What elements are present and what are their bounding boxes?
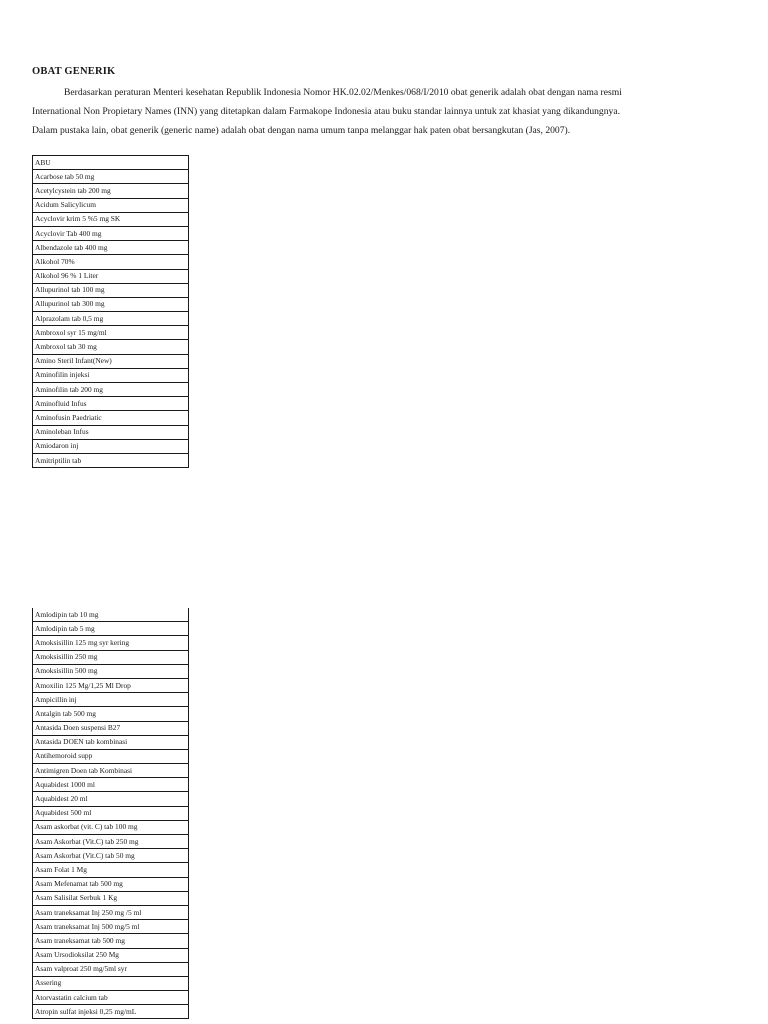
table-row xyxy=(33,792,189,806)
drug-name-cell: Amiodaron inj xyxy=(33,439,189,453)
paragraph-line: Berdasarkan peraturan Menteri kesehatan Republik Indonesia Nomor HK.02.02/Menkes/068/I/2010 obat generik adalah obat dengan nama resmi xyxy=(64,87,622,98)
drug-name-cell: Asam valproat 250 mg/5ml syr xyxy=(33,962,189,976)
table-row xyxy=(33,439,189,453)
drug-name-cell: Amitriptilin tab xyxy=(33,453,189,467)
drug-name-cell: Aminofilin injeksi xyxy=(33,368,189,382)
table-row xyxy=(33,198,189,212)
table-row xyxy=(33,976,189,990)
drug-name-cell: Acyclovir Tab 400 mg xyxy=(33,226,189,240)
document-heading: OBAT GENERIK xyxy=(32,66,116,77)
table-row xyxy=(33,226,189,240)
table-row xyxy=(33,354,189,368)
table-row xyxy=(33,891,189,905)
drug-name-cell: Amoksisillin 500 mg xyxy=(33,664,189,678)
drug-name-cell: Atropin sulfat injeksi 0,25 mg/mL xyxy=(33,1005,189,1019)
table-row xyxy=(33,425,189,439)
table-row xyxy=(33,312,189,326)
drug-name-cell: Amlodipin tab 10 mg xyxy=(33,608,189,622)
table-row xyxy=(33,608,189,622)
drug-name-cell: Amlodipin tab 5 mg xyxy=(33,622,189,636)
table-row xyxy=(33,411,189,425)
table-row xyxy=(33,905,189,919)
table-row xyxy=(33,778,189,792)
table-row xyxy=(33,170,189,184)
table-row xyxy=(33,721,189,735)
table-row xyxy=(33,749,189,763)
table-row xyxy=(33,991,189,1005)
table-row xyxy=(33,184,189,198)
drug-name-cell: Acyclovir krim 5 %5 mg SK xyxy=(33,212,189,226)
drug-name-cell: Ampicillin inj xyxy=(33,693,189,707)
drug-name-cell: Antimigren Doen tab Kombinasi xyxy=(33,764,189,778)
table-row xyxy=(33,397,189,411)
drug-name-cell: Alprazolam tab 0,5 mg xyxy=(33,312,189,326)
table-row xyxy=(33,735,189,749)
drug-name-cell: Alkohol 70% xyxy=(33,255,189,269)
drug-name-cell: Asam Askorbat (Vit.C) tab 250 mg xyxy=(33,835,189,849)
drug-name-cell: Amino Steril Infant(New) xyxy=(33,354,189,368)
drug-name-cell: Amoksisillin 125 mg syr kering xyxy=(33,636,189,650)
drug-name-cell: Allupurinol tab 300 mg xyxy=(33,297,189,311)
drug-table-2 xyxy=(32,608,189,1019)
table-row xyxy=(33,269,189,283)
table-row xyxy=(33,383,189,397)
drug-name-cell: Assering xyxy=(33,976,189,990)
table-row xyxy=(33,241,189,255)
drug-name-cell: Aquabidest 500 ml xyxy=(33,806,189,820)
table-row xyxy=(33,835,189,849)
drug-name-cell: Aquabidest 1000 ml xyxy=(33,778,189,792)
table-row xyxy=(33,340,189,354)
drug-name-cell: Ambroxol syr 15 mg/ml xyxy=(33,326,189,340)
drug-name-cell: Acidum Salicylicum xyxy=(33,198,189,212)
drug-name-cell: Amoxilin 125 Mg/1,25 Ml Drop xyxy=(33,678,189,692)
table-row xyxy=(33,806,189,820)
table-row xyxy=(33,636,189,650)
drug-name-cell: Aminofluid Infus xyxy=(33,397,189,411)
table-row xyxy=(33,877,189,891)
paragraph-line: International Non Propietary Names (INN) yang ditetapkan dalam Farmakope Indonesia atau buku standar lainnya untuk zat khasiat yang dikandungnya. xyxy=(32,106,620,117)
drug-name-cell: Aminofusin Paedriatic xyxy=(33,411,189,425)
table-row xyxy=(33,920,189,934)
drug-name-cell: Asam Salisilat Serbuk 1 Kg xyxy=(33,891,189,905)
drug-name-cell: Asam askorbat (vit. C) tab 100 mg xyxy=(33,820,189,834)
drug-name-cell: Alkohol 96 % 1 Liter xyxy=(33,269,189,283)
drug-name-cell: Allupurinol tab 100 mg xyxy=(33,283,189,297)
table-row xyxy=(33,283,189,297)
drug-table-1 xyxy=(32,155,189,468)
paragraph-line: Dalam pustaka lain, obat generik (generic name) adalah obat dengan nama umum tanpa melanggar hak paten obat bersangkutan (Jas, 2007). xyxy=(32,125,571,136)
drug-name-cell: Atorvastatin calcium tab xyxy=(33,991,189,1005)
table-row xyxy=(33,297,189,311)
table-row xyxy=(33,934,189,948)
drug-name-cell: Ambroxol tab 30 mg xyxy=(33,340,189,354)
table-row xyxy=(33,948,189,962)
drug-name-cell: Asam Askorbat (Vit.C) tab 50 mg xyxy=(33,849,189,863)
table-row xyxy=(33,650,189,664)
drug-name-cell: Asam Folat 1 Mg xyxy=(33,863,189,877)
table-row xyxy=(33,764,189,778)
drug-name-cell: Aminoleban Infus xyxy=(33,425,189,439)
table-row xyxy=(33,156,189,170)
drug-name-cell: Acarbose tab 50 mg xyxy=(33,170,189,184)
drug-name-cell: Asam Ursodioksilat 250 Mg xyxy=(33,948,189,962)
drug-name-cell: Aminofilin tab 200 mg xyxy=(33,383,189,397)
drug-name-cell: Albendazole tab 400 mg xyxy=(33,241,189,255)
drug-name-cell: Amoksisillin 250 mg xyxy=(33,650,189,664)
drug-name-cell: Aquabidest 20 ml xyxy=(33,792,189,806)
table-row xyxy=(33,707,189,721)
table-row xyxy=(33,1005,189,1019)
table-row xyxy=(33,664,189,678)
drug-name-cell: Antalgin tab 500 mg xyxy=(33,707,189,721)
intro-paragraph xyxy=(32,83,736,140)
drug-name-cell: Asam traneksamat tab 500 mg xyxy=(33,934,189,948)
table-row xyxy=(33,212,189,226)
drug-name-cell: Asam Mefenamat tab 500 mg xyxy=(33,877,189,891)
table-row xyxy=(33,849,189,863)
drug-name-cell: ABU xyxy=(33,156,189,170)
table-row xyxy=(33,678,189,692)
drug-name-cell: Antihemoroid supp xyxy=(33,749,189,763)
drug-name-cell: Antasida DOEN tab kombinasi xyxy=(33,735,189,749)
table-row xyxy=(33,622,189,636)
table-row xyxy=(33,962,189,976)
table-row xyxy=(33,863,189,877)
table-row xyxy=(33,693,189,707)
table-row xyxy=(33,453,189,467)
table-row xyxy=(33,820,189,834)
table-row xyxy=(33,368,189,382)
table-row xyxy=(33,255,189,269)
drug-name-cell: Asam traneksamat Inj 500 mg/5 ml xyxy=(33,920,189,934)
table-row xyxy=(33,326,189,340)
drug-name-cell: Asam traneksamat Inj 250 mg /5 ml xyxy=(33,905,189,919)
drug-name-cell: Acetylcystein tab 200 mg xyxy=(33,184,189,198)
drug-name-cell: Antasida Doen suspensi B27 xyxy=(33,721,189,735)
